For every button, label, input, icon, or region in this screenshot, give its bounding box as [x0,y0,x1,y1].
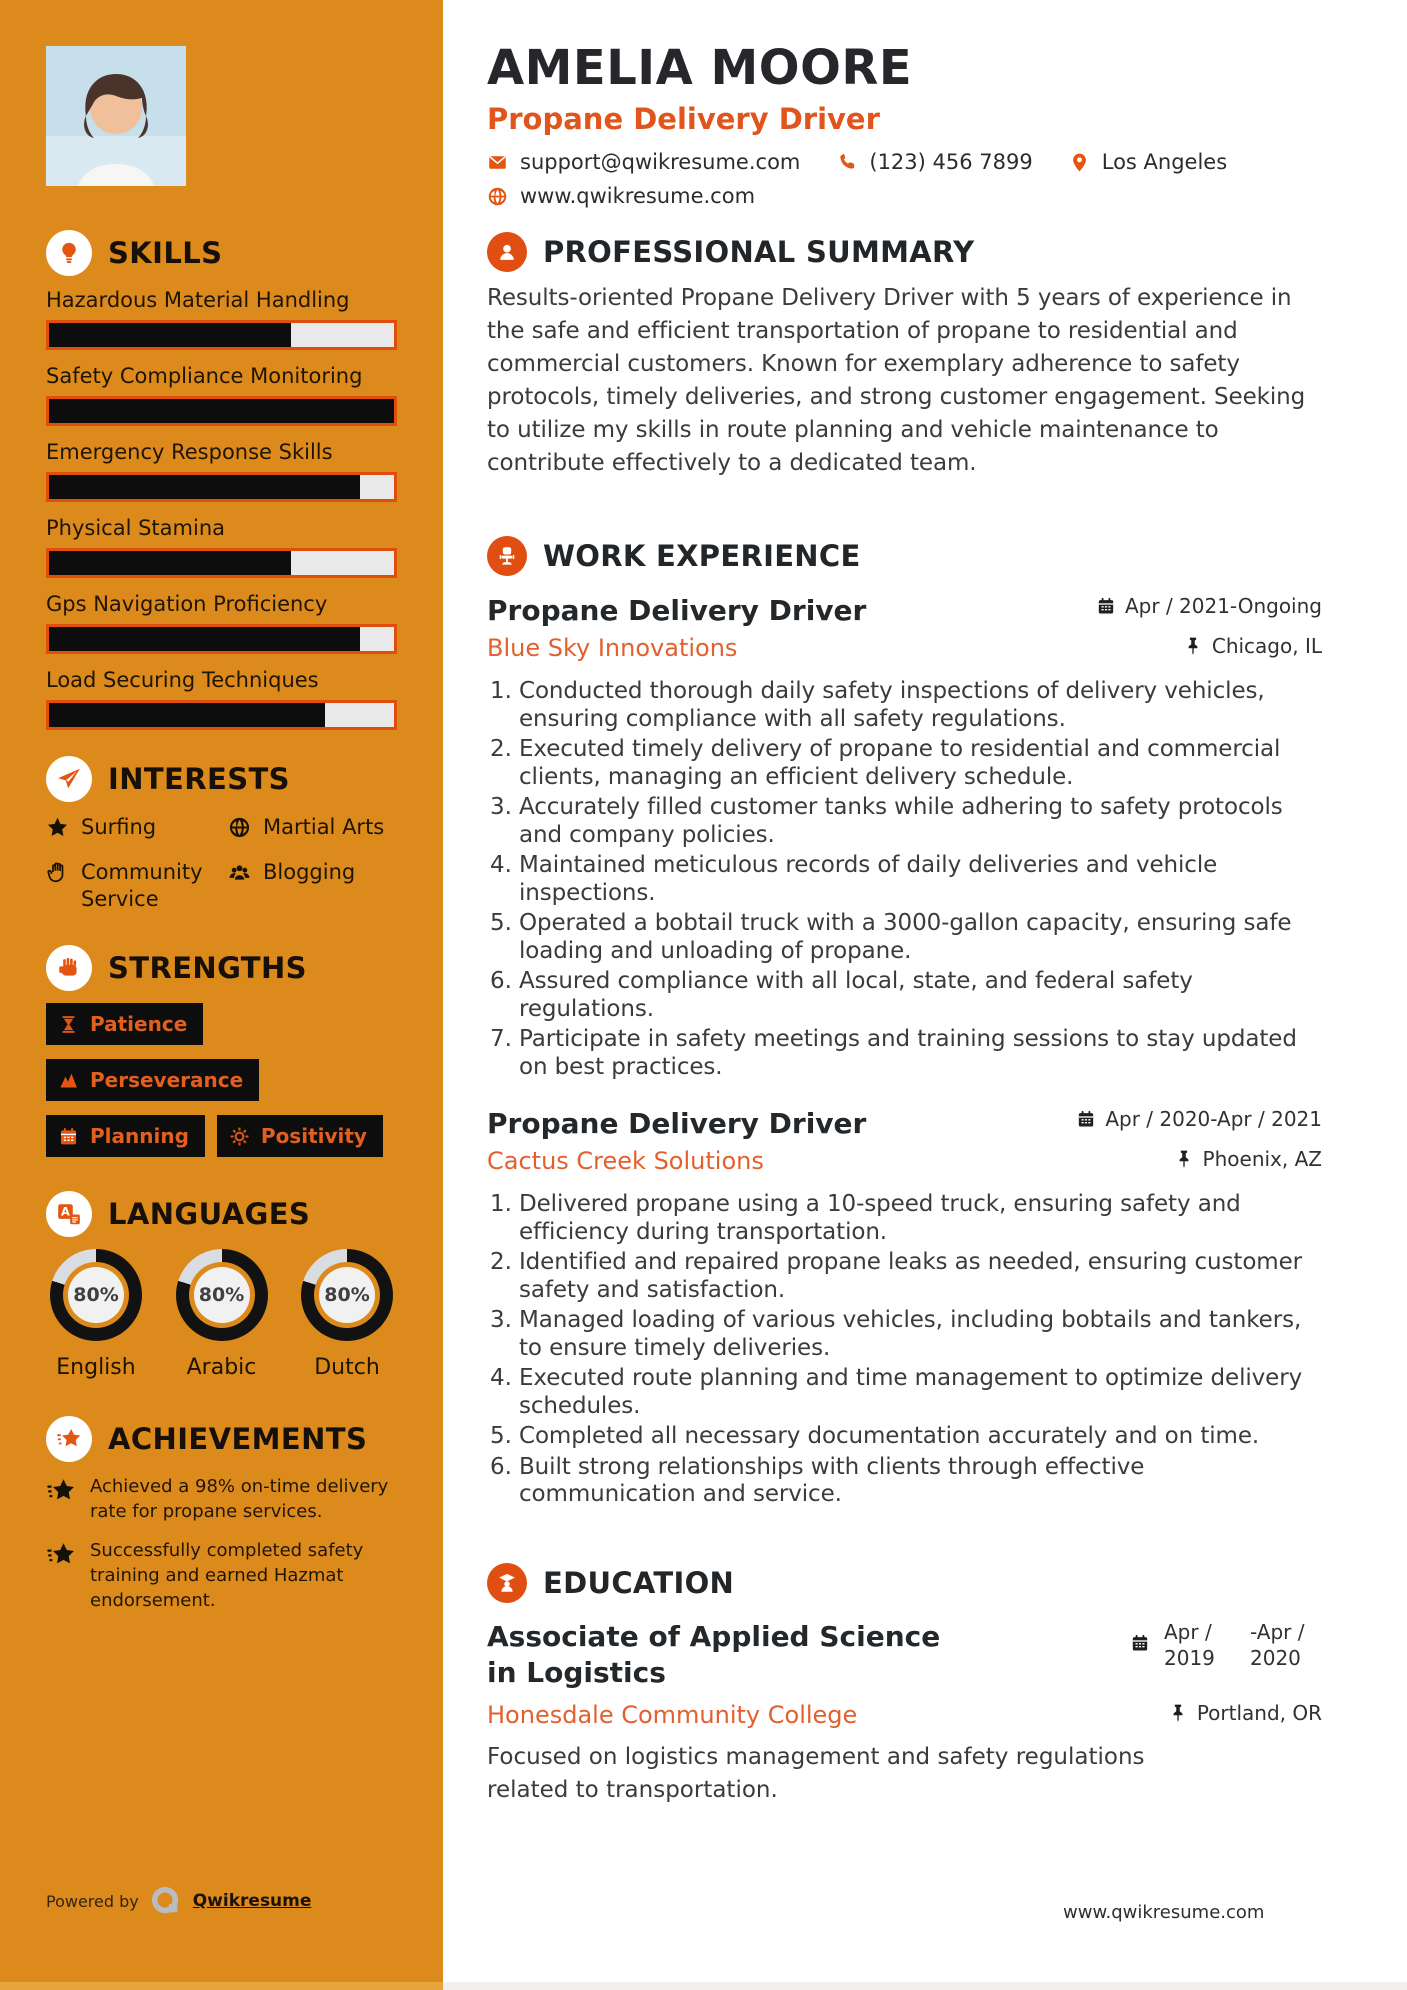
job-bullet: 7. Participate in safety meetings and training sessions to stay updated on best practices. [519,1026,1322,1081]
calendar-icon [1130,1633,1150,1653]
skill-bar-fill [49,703,325,727]
job-dates-text: Apr / 2020-Apr / 2021 [1105,1107,1322,1131]
skill-item [46,592,397,654]
job-bullet-list [487,678,1322,1081]
mountain-icon [58,1070,79,1091]
job-entry [487,594,1322,1081]
skill-bar-fill [49,475,360,499]
job-title: Propane Delivery Driver [487,1107,867,1140]
fist-icon [46,945,92,991]
phone-item[interactable] [836,150,1032,174]
powered-by-footer [46,1886,311,1916]
interest-item [228,859,397,913]
skill-bar [46,548,397,578]
summary-heading [487,232,1322,272]
interest-label: Martial Arts [263,815,385,839]
job-bullet: 3. Managed loading of various vehicles, including bobtails and tankers, to ensure timely deliveries. [519,1307,1322,1362]
email-item[interactable] [487,150,800,174]
job-subhead [487,1147,1322,1175]
job-company: Cactus Creek Solutions [487,1147,764,1175]
language-item [297,1249,397,1380]
language-donut [301,1249,393,1341]
sidebar [0,0,443,1982]
achievements-section [46,1416,397,1613]
languages-heading-label: LANGUAGES [108,1197,311,1231]
location-text: Los Angeles [1101,150,1228,174]
achievement-text: Achieved a 98% on-time delivery rate for propane services. [90,1476,389,1522]
languages-list [46,1249,397,1380]
shooting-star-icon [46,1416,92,1462]
hourglass-icon [58,1014,79,1035]
job-bullet: 6. Assured compliance with all local, state, and federal safety regulations. [519,968,1322,1023]
language-label: Arabic [186,1355,257,1380]
calendar-icon [1076,1109,1096,1129]
skills-section [46,230,397,730]
contact-row-2 [487,184,1322,208]
skill-item [46,668,397,730]
skill-bar [46,624,397,654]
summary-section [487,232,1322,480]
interests-heading-label: INTERESTS [108,762,290,796]
skill-label: Physical Stamina [46,516,226,540]
interests-heading [46,756,397,802]
envelope-icon [487,152,508,173]
job-subhead [487,634,1322,662]
skill-label: Hazardous Material Handling [46,288,350,312]
page-edge-right [443,1982,1407,1990]
website-item[interactable] [487,184,755,208]
skill-item [46,516,397,578]
profile-photo [46,46,186,186]
job-entry [487,1107,1322,1509]
interest-item [46,814,228,841]
language-item [46,1249,146,1380]
job-location-text: Phoenix, AZ [1202,1147,1322,1171]
office-chair-icon [487,536,527,576]
pushpin-icon [1168,1703,1188,1723]
strength-label: Positivity [260,1124,367,1148]
person-icon [487,232,527,272]
interest-label: Blogging [263,860,356,884]
work-heading-label: WORK EXPERIENCE [543,539,861,573]
page-bottom-edge [0,1982,1407,1990]
education-subhead [487,1701,1322,1729]
strength-label: Planning [90,1124,189,1148]
skill-bar [46,320,397,350]
strength-chip [217,1115,383,1157]
page-edge-left [0,1982,443,1990]
star-icon [46,816,69,839]
job-location [1183,634,1322,658]
shooting-star-icon [46,1540,76,1570]
skill-bar-fill [49,323,291,347]
job-title: Propane Delivery Driver [487,594,867,627]
interests-section [46,756,397,913]
job-bullet: 5. Completed all necessary documentation accurately and on time. [519,1423,1322,1451]
qwikresume-logo-icon [151,1886,181,1916]
education-section [487,1563,1322,1807]
strength-label: Patience [90,1012,188,1036]
achievement-text: Successfully completed safety training and earned Hazmat endorsement. [90,1540,364,1611]
language-percent: 80% [319,1267,375,1323]
summary-heading-label: PROFESSIONAL SUMMARY [543,235,975,269]
job-company: Blue Sky Innovations [487,634,738,662]
skill-bar [46,472,397,502]
language-donut [50,1249,142,1341]
skill-bar-fill [49,627,360,651]
education-heading-label: EDUCATION [543,1565,735,1600]
education-head [487,1619,1322,1691]
donut-hole [314,1262,380,1328]
work-section [487,536,1322,1509]
lightbulb-icon [46,230,92,276]
skill-label: Emergency Response Skills [46,440,333,464]
language-item [172,1249,272,1380]
job-bullet: 1. Delivered propane using a 10-speed truck, ensuring safety and efficiency during transportation. [519,1191,1322,1246]
shooting-star-icon [46,1476,76,1506]
work-heading [487,536,1322,576]
job-dates [1076,1107,1322,1131]
phone-icon [836,152,857,173]
strength-chip [46,1059,259,1101]
skills-heading [46,230,397,276]
sun-icon [229,1126,250,1147]
skill-label: Gps Navigation Proficiency [46,592,328,616]
job-bullet: 2. Executed timely delivery of propane to residential and commercial clients, managing an efficient delivery schedule. [519,736,1322,791]
job-location-text: Chicago, IL [1211,634,1322,658]
location-item [1069,150,1227,174]
interest-item [228,814,397,841]
education-heading [487,1563,1322,1603]
skill-item [46,364,397,426]
languages-heading [46,1191,397,1237]
strength-chip [46,1115,205,1157]
skill-item [46,440,397,502]
skill-item [46,288,397,350]
graduate-icon [487,1563,527,1603]
education-location-text: Portland, OR [1196,1700,1322,1725]
interest-item [46,859,228,913]
contact-row-1 [487,150,1322,174]
achievements-heading-label: ACHIEVEMENTS [108,1422,368,1456]
degree-title: Associate of Applied Science in Logistics [487,1619,941,1689]
strengths-heading [46,945,397,991]
website-text: www.qwikresume.com [520,184,756,208]
skill-bar [46,700,397,730]
job-head [487,594,1322,628]
languages-section [46,1191,397,1380]
phone-text: (123) 456 7899 [869,150,1033,174]
education-description: Focused on logistics management and safety regulations related to transportation. [487,1743,1145,1803]
job-bullet: 3. Accurately filled customer tanks while adhering to safety protocols and company policies. [519,794,1322,849]
powered-by-label: Powered by [46,1891,139,1911]
education-date-start: Apr / 2019 [1164,1619,1215,1670]
skill-bar [46,396,397,426]
skills-heading-label: SKILLS [108,236,223,270]
job-head [487,1107,1322,1141]
translate-icon [46,1191,92,1237]
map-marker-icon [1069,152,1090,173]
education-date-end: -Apr / 2020 [1250,1619,1305,1670]
candidate-name: AMELIA MOORE [487,40,913,96]
donut-hole [189,1262,255,1328]
users-icon [228,861,251,884]
interests-grid [46,814,397,913]
job-bullet: 2. Identified and repaired propane leaks as needed, ensuring customer safety and satisfaction. [519,1249,1322,1304]
strength-label: Perseverance [90,1068,244,1092]
job-bullet-list [487,1191,1322,1509]
calendar-icon [58,1126,79,1147]
job-bullet: 6. Built strong relationships with clients through effective communication and service. [519,1454,1322,1509]
paper-plane-icon [46,756,92,802]
job-bullet: 5. Operated a bobtail truck with a 3000-gallon capacity, ensuring safe loading and unloading of propane. [519,910,1322,965]
education-dates [1130,1619,1322,1671]
summary-text: Results-oriented Propane Delivery Driver with 5 years of experience in the safe and efficient transportation of propane to residential and commercial customers. Known for exemplary adherence to safety protocols, timely deliveries, and strong customer engagement. Seeking to utilize my skills in route planning and vehicle maintenance to contribute effectively to a dedicated team. [487,285,1306,476]
main-content [487,0,1322,1807]
language-percent: 80% [68,1267,124,1323]
pushpin-icon [1183,636,1203,656]
achievement-item [46,1474,397,1524]
job-bullet: 4. Executed route planning and time management to optimize delivery schedules. [519,1365,1322,1420]
strengths-section [46,945,397,1157]
globe-icon [487,186,508,207]
achievement-item [46,1538,397,1613]
strength-chips [46,1003,397,1157]
donut-hole [63,1262,129,1328]
skill-bar-fill [49,399,394,423]
language-label: Dutch [314,1355,380,1380]
pushpin-icon [1174,1149,1194,1169]
skill-label: Safety Compliance Monitoring [46,364,363,388]
interest-label: Community Service [81,860,203,911]
strength-chip [46,1003,203,1045]
hand-icon [46,861,69,884]
job-dates [1096,594,1322,618]
language-donut [176,1249,268,1341]
job-bullet: 1. Conducted thorough daily safety inspections of delivery vehicles, ensuring compliance with all safety regulations. [519,678,1322,733]
job-location [1174,1147,1322,1171]
education-location [1168,1701,1322,1725]
language-label: English [56,1355,136,1380]
skill-bar-fill [49,551,291,575]
language-percent: 80% [194,1267,250,1323]
qwikresume-link[interactable]: Qwikresume [192,1891,312,1911]
job-bullet: 4. Maintained meticulous records of daily deliveries and vehicle inspections. [519,852,1322,907]
calendar-icon [1096,596,1116,616]
globe-icon [228,816,251,839]
email-text: support@qwikresume.com [520,150,801,174]
footer-website: www.qwikresume.com [1063,1902,1265,1923]
skill-label: Load Securing Techniques [46,668,319,692]
job-dates-text: Apr / 2021-Ongoing [1124,594,1322,618]
school-name: Honesdale Community College [487,1700,858,1729]
candidate-title: Propane Delivery Driver [487,102,880,136]
interest-label: Surfing [81,815,157,839]
achievements-heading [46,1416,397,1462]
strengths-heading-label: STRENGTHS [108,951,307,985]
